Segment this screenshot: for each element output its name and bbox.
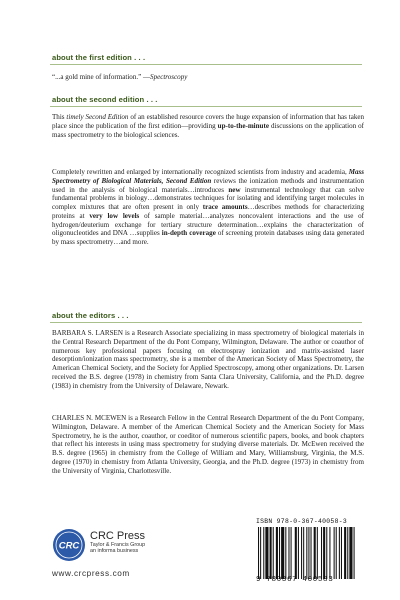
first-edition-quote [52, 73, 364, 82]
editor-larsen-bio: BARBARA S. LARSEN is a Research Associate specializing in mass spectrometry of biological materials in the Central Research Department of the du Pont Company, Wilmington, Delaware. The author or coauthor of numerous key professional papers focusing on electrospray ionization and matrix-assisted laser desorption/ionization mass spectrometry, she is a member of the American Society of Mass Spectrometry, the American Chemical Society, and the Society for Applied Spectroscopy, among other organizations. Dr. Larsen received the B.S. degree (1978) in chemistry from Santa Clara University, California, and the Ph.D. degree (1983) in chemistry from the University of Delaware, Newark. [52, 329, 364, 390]
editor-mcewen-bio: CHARLES N. MCEWEN is a Research Fellow in the Central Research Department of the du Pont Company, Wilmington, Delaware. A member of the American Chemical Society and the American Society for Mass Spectrometry, he is the author, coauthor, or coeditor of numerous scientific papers, books, and book chapters that reflect his interests in using mass spectrometry for studying diverse materials. Dr. McEwen received the B.S. degree (1965) in chemistry from the College of William and Mary, Williamsburg, Virginia, the M.S. degree (1970) in chemistry from Atlanta University, Georgia, and the Ph.D. degree (1973) in chemistry from the University of Virginia, Charlottesville. [52, 414, 364, 475]
second-edition-heading: about the second edition . . . [52, 95, 158, 104]
editors-heading: about the editors . . . [52, 311, 129, 320]
divider [50, 106, 362, 107]
quote-source: Spectroscopy [150, 73, 188, 81]
divider [50, 322, 362, 323]
isbn-label: ISBN 978-0-367-40058-3 [256, 518, 347, 525]
second-edition-paragraph-2: Completely rewritten and enlarged by internationally recognized scientists from industry and academia, Mass Spectrometry of Biological Materials, Second Edition reviews the ionization methods and instrumentation used in the analysis of biological materials…introduces new instrumental technology that can solve fundamental problems in biology…demonstrates techniques for isolating and identifying target molecules in complex mixtures that are often present in only trace amounts…describes methods for characterizing proteins at very low levels of sample material…analyzes noncovalent interactions and the use of hydrogen/deuterium exchange for tertiary structure determination…explains the characterization of oligonucleotides and DNA …supplies in-depth coverage of screening protein databases using data generated by mass spectrometry…and more. [52, 168, 365, 246]
publisher-url: www.crcpress.com [52, 569, 130, 578]
publisher-name: CRC Press [90, 530, 146, 542]
svg-text:CRC: CRC [58, 540, 80, 552]
quote-text: “...a gold mine of information.” — [52, 73, 151, 81]
publisher-business: an informa business [90, 548, 139, 555]
second-edition-paragraph-1: This timely Second Edition of an established resource covers the huge expansion of information that has taken place since the publication of the first edition—providing up-to-the-minute discussions on the application of mass spectrometry to the biological sciences. [52, 113, 365, 139]
publisher-name-block [90, 530, 145, 555]
barcode-icon [256, 527, 364, 579]
divider [50, 64, 362, 65]
publisher-group: Taylor & Francis Group [90, 542, 146, 548]
crc-press-logo-icon [52, 528, 86, 562]
barcode-digits: 9 780367 400583 [256, 576, 334, 584]
first-edition-heading: about the first edition . . . [52, 53, 146, 62]
